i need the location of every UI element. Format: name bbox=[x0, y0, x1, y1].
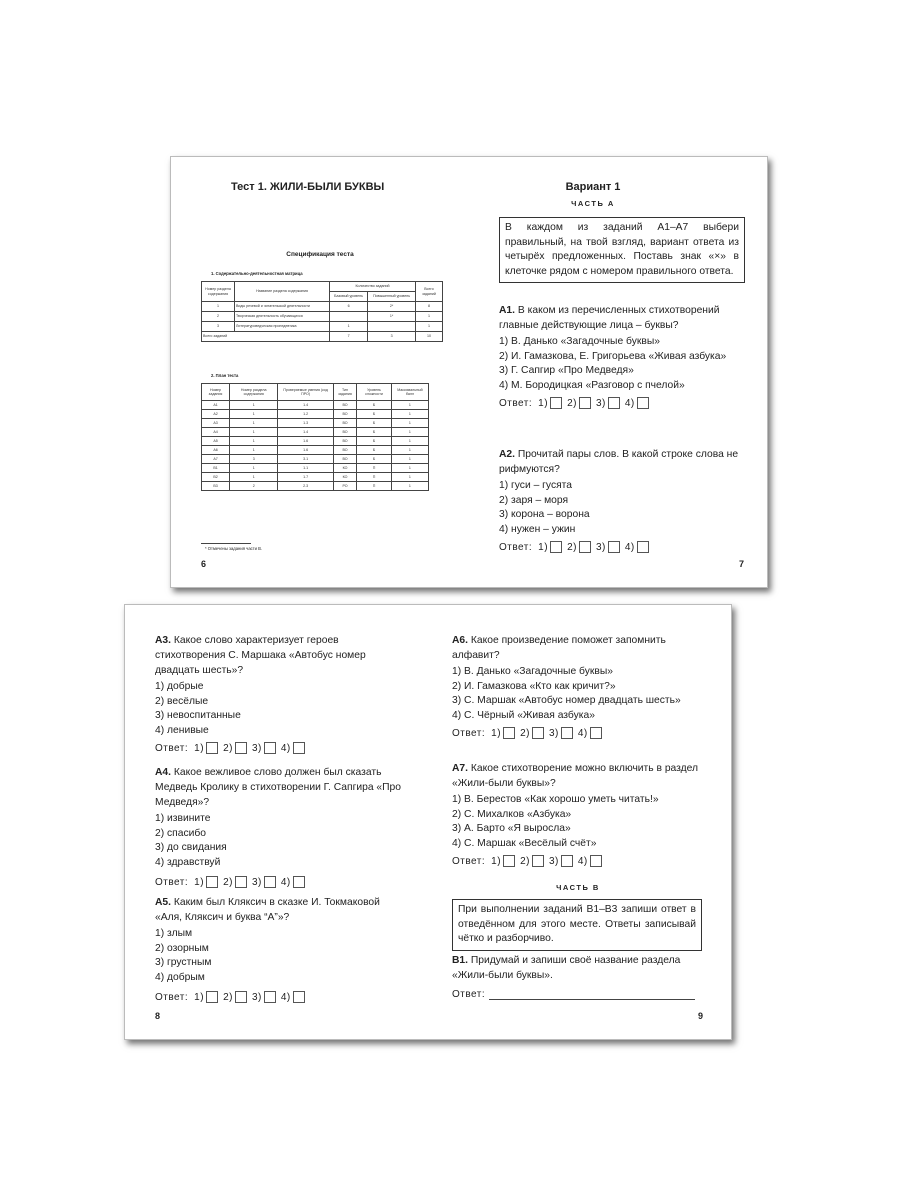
question-a4 bbox=[155, 765, 407, 888]
option: 2) И. Гамазкова «Кто как кричит?» bbox=[452, 680, 616, 692]
table-cell: 2 bbox=[230, 482, 278, 491]
table-cell: 2* bbox=[368, 302, 416, 312]
book-spread-bottom bbox=[124, 604, 732, 1040]
table-row bbox=[202, 322, 443, 332]
table-cell: 1.3 bbox=[278, 419, 334, 428]
option: 2) озорным bbox=[155, 942, 209, 954]
table-cell: 10 bbox=[416, 332, 443, 342]
answer-row bbox=[499, 397, 745, 409]
option: 1) В. Данько «Загадочные буквы» bbox=[499, 336, 660, 347]
answer-checkbox-3[interactable] bbox=[561, 727, 573, 739]
table-cell: В3 bbox=[202, 482, 230, 491]
answer-checkbox-1[interactable] bbox=[206, 876, 218, 888]
answer-label: Ответ: bbox=[155, 742, 189, 754]
question-number: А1. bbox=[499, 305, 516, 316]
table-cell: 1 bbox=[391, 473, 428, 482]
answer-checkbox-3[interactable] bbox=[264, 876, 276, 888]
answer-label: Ответ: bbox=[155, 876, 189, 888]
table-cell: Всего заданий bbox=[202, 332, 330, 342]
table-cell: ВО bbox=[333, 446, 356, 455]
option: 2) С. Михалков «Азбука» bbox=[452, 808, 572, 820]
table-cell: 1 bbox=[416, 312, 443, 322]
table-cell: 1.4 bbox=[278, 428, 334, 437]
question-text: Какое стихотворение можно включить в раздел «Жили-были буквы»? bbox=[452, 763, 699, 789]
answer-num: 2) bbox=[520, 727, 530, 739]
table-cell: 2.3 bbox=[278, 482, 334, 491]
plan-header: Номер раздела содержания bbox=[230, 384, 278, 401]
answer-num: 1) bbox=[194, 742, 205, 754]
answer-checkbox-4[interactable] bbox=[590, 855, 602, 867]
question-a7 bbox=[452, 761, 704, 867]
option: 1) добрые bbox=[155, 681, 204, 692]
instruction-frame-b: При выполнении заданий В1–В3 запиши ответ в отведённом для этого месте. Ответы записывай чётко и разборчиво. bbox=[452, 899, 702, 951]
answer-checkbox-2[interactable] bbox=[532, 727, 544, 739]
option: 4) нужен – ужин bbox=[499, 523, 576, 535]
answer-num: 3) bbox=[595, 397, 606, 409]
table-cell: Б bbox=[357, 437, 392, 446]
question-text: Придумай и запиши своё название раздела «Жили-были буквы». bbox=[452, 955, 681, 981]
table-cell: 1 bbox=[391, 410, 428, 419]
answer-num: 4) bbox=[577, 855, 588, 867]
option: 4) здравствуй bbox=[155, 856, 221, 868]
table-cell: В1 bbox=[202, 464, 230, 473]
matrix-header: Название раздела содержания bbox=[235, 282, 330, 302]
plan-header: Уровень сложности bbox=[357, 384, 392, 401]
footnote-divider bbox=[201, 543, 251, 544]
question-text: Какое произведение поможет запомнить алфавит? bbox=[452, 635, 666, 661]
table-cell: 1 bbox=[391, 428, 428, 437]
table-cell: 1 bbox=[230, 410, 278, 419]
question-text: Какое слово характеризует героев стихотворения С. Маршака «Автобус номер двадцать шесть»? bbox=[155, 635, 366, 676]
plan-header: Номер задания bbox=[202, 384, 230, 401]
table-row bbox=[202, 401, 429, 410]
option: 4) С. Чёрный «Живая азбука» bbox=[452, 709, 595, 721]
variant-title: Вариант 1 bbox=[565, 181, 621, 193]
answer-num: 2) bbox=[567, 397, 577, 409]
answer-checkbox-2[interactable] bbox=[579, 397, 591, 409]
table-row bbox=[202, 419, 429, 428]
answer-num: 4) bbox=[577, 727, 588, 739]
table-cell: ВО bbox=[333, 428, 356, 437]
table-cell: 1 bbox=[391, 455, 428, 464]
option: 4) М. Бородицкая «Разговор с пчелой» bbox=[499, 379, 685, 391]
answer-checkbox-1[interactable] bbox=[550, 541, 562, 553]
question-text: Прочитай пары слов. В какой строке слова не рифмуются? bbox=[499, 449, 739, 475]
page-6 bbox=[171, 157, 469, 587]
question-a1 bbox=[499, 303, 745, 409]
answer-num: 2) bbox=[520, 855, 530, 867]
table-cell: 1.2 bbox=[278, 410, 334, 419]
question-number: А4. bbox=[155, 767, 172, 778]
answer-num: 3) bbox=[548, 727, 559, 739]
table-row bbox=[202, 410, 429, 419]
answer-num: 2) bbox=[223, 991, 233, 1003]
table-cell: 1.4 bbox=[278, 401, 334, 410]
table-cell: 1.7 bbox=[278, 473, 334, 482]
answer-checkbox-1[interactable] bbox=[550, 397, 562, 409]
answer-checkbox-1[interactable] bbox=[206, 742, 218, 754]
answer-row bbox=[155, 742, 407, 754]
answer-num: 2) bbox=[223, 876, 233, 888]
matrix-subheader: Базовый уровень bbox=[330, 292, 368, 302]
question-text: Каким был Кляксич в сказке И. Токмаковой «Аля, Кляксич и буква “А”»? bbox=[155, 897, 380, 923]
option: 4) С. Маршак «Весёлый счёт» bbox=[452, 837, 597, 849]
table-cell: ВО bbox=[333, 437, 356, 446]
table-cell: 1 bbox=[391, 401, 428, 410]
table-cell: 3 bbox=[230, 455, 278, 464]
table-cell: А4 bbox=[202, 428, 230, 437]
answer-checkbox-2[interactable] bbox=[235, 742, 247, 754]
answer-checkbox-4[interactable] bbox=[293, 991, 305, 1003]
table-cell: Виды речевой и читательской деятельности bbox=[235, 302, 330, 312]
table-cell: А5 bbox=[202, 437, 230, 446]
table-cell: А7 bbox=[202, 455, 230, 464]
table-cell: РО bbox=[333, 482, 356, 491]
option: 3) Г. Сапгир «Про Медведя» bbox=[499, 365, 634, 377]
table-cell: Творческая деятельность обучающихся bbox=[235, 312, 330, 322]
table-row bbox=[202, 482, 429, 491]
answer-num: 1) bbox=[194, 876, 205, 888]
answer-line-input[interactable] bbox=[489, 989, 695, 1000]
question-text: Какое вежливое слово должен был сказать Медведь Кролику в стихотворении Г. Сапгира «Про Медведя»? bbox=[155, 767, 401, 808]
option: 1) В. Берестов «Как хорошо уметь читать!» bbox=[452, 794, 659, 805]
answer-label: Ответ: bbox=[452, 727, 486, 739]
answer-num: 2) bbox=[567, 541, 577, 553]
answer-num: 4) bbox=[624, 397, 635, 409]
table-row bbox=[202, 302, 443, 312]
answer-checkbox-3[interactable] bbox=[264, 742, 276, 754]
answer-label: Ответ: bbox=[499, 541, 533, 553]
table-row bbox=[202, 473, 429, 482]
answer-checkbox-2[interactable] bbox=[532, 855, 544, 867]
answer-label: Ответ: bbox=[452, 855, 486, 867]
answer-checkbox-3[interactable] bbox=[608, 397, 620, 409]
answer-row bbox=[155, 876, 407, 888]
table-cell: 1 bbox=[391, 446, 428, 455]
question-a3 bbox=[155, 633, 407, 754]
page-9 bbox=[428, 605, 731, 1039]
question-number: А5. bbox=[155, 897, 172, 908]
table-cell: 1 bbox=[230, 446, 278, 455]
table-cell: КО bbox=[333, 464, 356, 473]
option: 3) С. Маршак «Автобус номер двадцать шесть» bbox=[452, 695, 681, 707]
table-cell: 1 bbox=[230, 428, 278, 437]
option: 3) корона – ворона bbox=[499, 509, 590, 521]
table-row bbox=[202, 332, 443, 342]
plan-header: Тип задания bbox=[333, 384, 356, 401]
option: 4) добрым bbox=[155, 971, 205, 983]
answer-checkbox-1[interactable] bbox=[206, 991, 218, 1003]
answer-num: 4) bbox=[280, 991, 291, 1003]
table-cell: Б bbox=[357, 410, 392, 419]
answer-num: 3) bbox=[251, 742, 262, 754]
answer-checkbox-4[interactable] bbox=[293, 742, 305, 754]
table-cell: Б bbox=[357, 428, 392, 437]
answer-num: 1) bbox=[538, 397, 549, 409]
matrix-table bbox=[201, 281, 443, 342]
table-cell: 1 bbox=[391, 437, 428, 446]
book-spread-top bbox=[170, 156, 768, 588]
answer-num: 1) bbox=[538, 541, 549, 553]
plan-table bbox=[201, 383, 429, 491]
test-title: Тест 1. ЖИЛИ-БЫЛИ БУКВЫ bbox=[231, 181, 385, 193]
question-a5 bbox=[155, 895, 407, 1003]
table-cell: Б bbox=[357, 455, 392, 464]
option: 2) И. Гамазкова, Е. Григорьева «Живая азбука» bbox=[499, 350, 727, 362]
table-cell: В2 bbox=[202, 473, 230, 482]
option: 1) злым bbox=[155, 928, 193, 939]
table-cell: 1 bbox=[330, 322, 368, 332]
table-cell: Литературоведческая пропедевтика bbox=[235, 322, 330, 332]
option: 3) до свидания bbox=[155, 842, 227, 854]
question-number: А6. bbox=[452, 635, 469, 646]
table-cell: 1 bbox=[230, 419, 278, 428]
plan-header: Максимальный балл bbox=[391, 384, 428, 401]
question-a6 bbox=[452, 633, 704, 739]
table-cell: 1 bbox=[230, 473, 278, 482]
table-cell: ВО bbox=[333, 401, 356, 410]
table-cell: 6 bbox=[330, 302, 368, 312]
table-cell bbox=[330, 312, 368, 322]
answer-checkbox-4[interactable] bbox=[293, 876, 305, 888]
matrix-header: Номер раздела содержания bbox=[202, 282, 235, 302]
answer-num: 1) bbox=[491, 855, 502, 867]
table-cell: 1* bbox=[368, 312, 416, 322]
table-cell: П bbox=[357, 482, 392, 491]
page-number: 7 bbox=[739, 559, 745, 569]
question-number: В1. bbox=[452, 955, 469, 966]
option: 1) гуси – гусята bbox=[499, 480, 572, 491]
table-cell: 8 bbox=[416, 302, 443, 312]
answer-row bbox=[452, 855, 704, 867]
table-cell: 1 bbox=[416, 322, 443, 332]
page-number: 8 bbox=[155, 1011, 161, 1021]
table-cell: 1 bbox=[202, 302, 235, 312]
table-cell: ВО bbox=[333, 455, 356, 464]
answer-num: 4) bbox=[280, 876, 291, 888]
table-row bbox=[202, 446, 429, 455]
answer-num: 3) bbox=[251, 876, 262, 888]
answer-num: 4) bbox=[624, 541, 635, 553]
answer-checkbox-3[interactable] bbox=[608, 541, 620, 553]
plan-title: 2. План теста bbox=[211, 373, 239, 378]
answer-row bbox=[452, 727, 704, 739]
question-a2 bbox=[499, 447, 745, 553]
table-cell: А6 bbox=[202, 446, 230, 455]
option: 1) В. Данько «Загадочные буквы» bbox=[452, 666, 613, 677]
answer-checkbox-3[interactable] bbox=[561, 855, 573, 867]
table-row bbox=[202, 312, 443, 322]
table-cell: ВО bbox=[333, 410, 356, 419]
answer-num: 2) bbox=[223, 742, 233, 754]
table-cell: КО bbox=[333, 473, 356, 482]
answer-num: 3) bbox=[595, 541, 606, 553]
page-number: 6 bbox=[201, 559, 207, 569]
spec-title: Спецификация теста bbox=[286, 251, 354, 258]
table-row bbox=[202, 464, 429, 473]
table-cell: 1.6 bbox=[278, 446, 334, 455]
answer-line-row bbox=[452, 989, 704, 1000]
question-number: А7. bbox=[452, 763, 469, 774]
table-cell: 1 bbox=[391, 419, 428, 428]
table-cell: 7 bbox=[330, 332, 368, 342]
matrix-subheader: Повышенный уровень bbox=[368, 292, 416, 302]
matrix-header: Количество заданий bbox=[330, 282, 416, 292]
option: 3) А. Барто «Я выросла» bbox=[452, 823, 571, 835]
table-cell: 3 bbox=[368, 332, 416, 342]
instruction-frame: В каждом из заданий А1–А7 выбери правильный, на твой взгляд, вариант ответа из четырёх предложенных. Поставь знак «×» в клеточке рядом с номером правильного ответа. bbox=[499, 217, 745, 283]
answer-num: 1) bbox=[491, 727, 502, 739]
matrix-title: 1. Содержательно-деятельностная матрица bbox=[211, 271, 303, 276]
table-cell: Б bbox=[357, 401, 392, 410]
table-cell: 1 bbox=[391, 464, 428, 473]
question-number: А3. bbox=[155, 635, 172, 646]
page-7 bbox=[469, 157, 767, 587]
answer-checkbox-4[interactable] bbox=[637, 541, 649, 553]
table-cell: 2 bbox=[202, 312, 235, 322]
answer-label: Ответ: bbox=[499, 397, 533, 409]
table-cell bbox=[368, 322, 416, 332]
table-row bbox=[202, 428, 429, 437]
table-cell: 3.1 bbox=[278, 455, 334, 464]
option: 1) извините bbox=[155, 813, 211, 824]
answer-checkbox-2[interactable] bbox=[579, 541, 591, 553]
answer-checkbox-1[interactable] bbox=[503, 855, 515, 867]
question-b1 bbox=[452, 953, 704, 1000]
answer-row bbox=[499, 541, 745, 553]
table-cell: 3 bbox=[202, 322, 235, 332]
question-number: А2. bbox=[499, 449, 516, 460]
answer-row bbox=[155, 991, 407, 1003]
question-text: В каком из перечисленных стихотворений главные действующие лица – буквы? bbox=[499, 305, 720, 331]
table-cell: П bbox=[357, 464, 392, 473]
option: 2) весёлые bbox=[155, 695, 209, 707]
table-cell: ВО bbox=[333, 419, 356, 428]
answer-checkbox-1[interactable] bbox=[503, 727, 515, 739]
option: 3) невоспитанные bbox=[155, 710, 241, 722]
answer-num: 3) bbox=[251, 991, 262, 1003]
table-cell: А1 bbox=[202, 401, 230, 410]
option: 3) грустным bbox=[155, 957, 212, 969]
answer-checkbox-4[interactable] bbox=[637, 397, 649, 409]
table-cell: 1 bbox=[230, 401, 278, 410]
table-row bbox=[202, 437, 429, 446]
answer-checkbox-4[interactable] bbox=[590, 727, 602, 739]
table-cell: 1 bbox=[230, 437, 278, 446]
answer-num: 1) bbox=[194, 991, 205, 1003]
page-number: 9 bbox=[698, 1011, 704, 1021]
table-cell: 1.1 bbox=[278, 464, 334, 473]
table-row bbox=[202, 455, 429, 464]
table-cell: Б bbox=[357, 446, 392, 455]
answer-label: Ответ: bbox=[155, 991, 189, 1003]
table-cell: А3 bbox=[202, 419, 230, 428]
page-8 bbox=[125, 605, 428, 1039]
part-a-title: ЧАСТЬ А bbox=[571, 199, 615, 208]
answer-num: 4) bbox=[280, 742, 291, 754]
option: 2) заря – моря bbox=[499, 494, 569, 506]
table-cell: Б bbox=[357, 419, 392, 428]
part-b-title: ЧАСТЬ В bbox=[556, 883, 600, 892]
answer-label: Ответ: bbox=[452, 989, 486, 1000]
table-cell: П bbox=[357, 473, 392, 482]
plan-header: Проверяемые умения (код ПРО) bbox=[278, 384, 334, 401]
table-cell: А2 bbox=[202, 410, 230, 419]
matrix-header: Всего заданий bbox=[416, 282, 443, 302]
table-cell: 1 bbox=[230, 464, 278, 473]
option: 4) ленивые bbox=[155, 724, 209, 736]
table-cell: 1 bbox=[391, 482, 428, 491]
answer-checkbox-2[interactable] bbox=[235, 991, 247, 1003]
answer-checkbox-2[interactable] bbox=[235, 876, 247, 888]
footnote: * Отмечены задания части В. bbox=[205, 546, 263, 551]
answer-checkbox-3[interactable] bbox=[264, 991, 276, 1003]
option: 2) спасибо bbox=[155, 827, 206, 839]
table-cell: 1.6 bbox=[278, 437, 334, 446]
answer-num: 3) bbox=[548, 855, 559, 867]
